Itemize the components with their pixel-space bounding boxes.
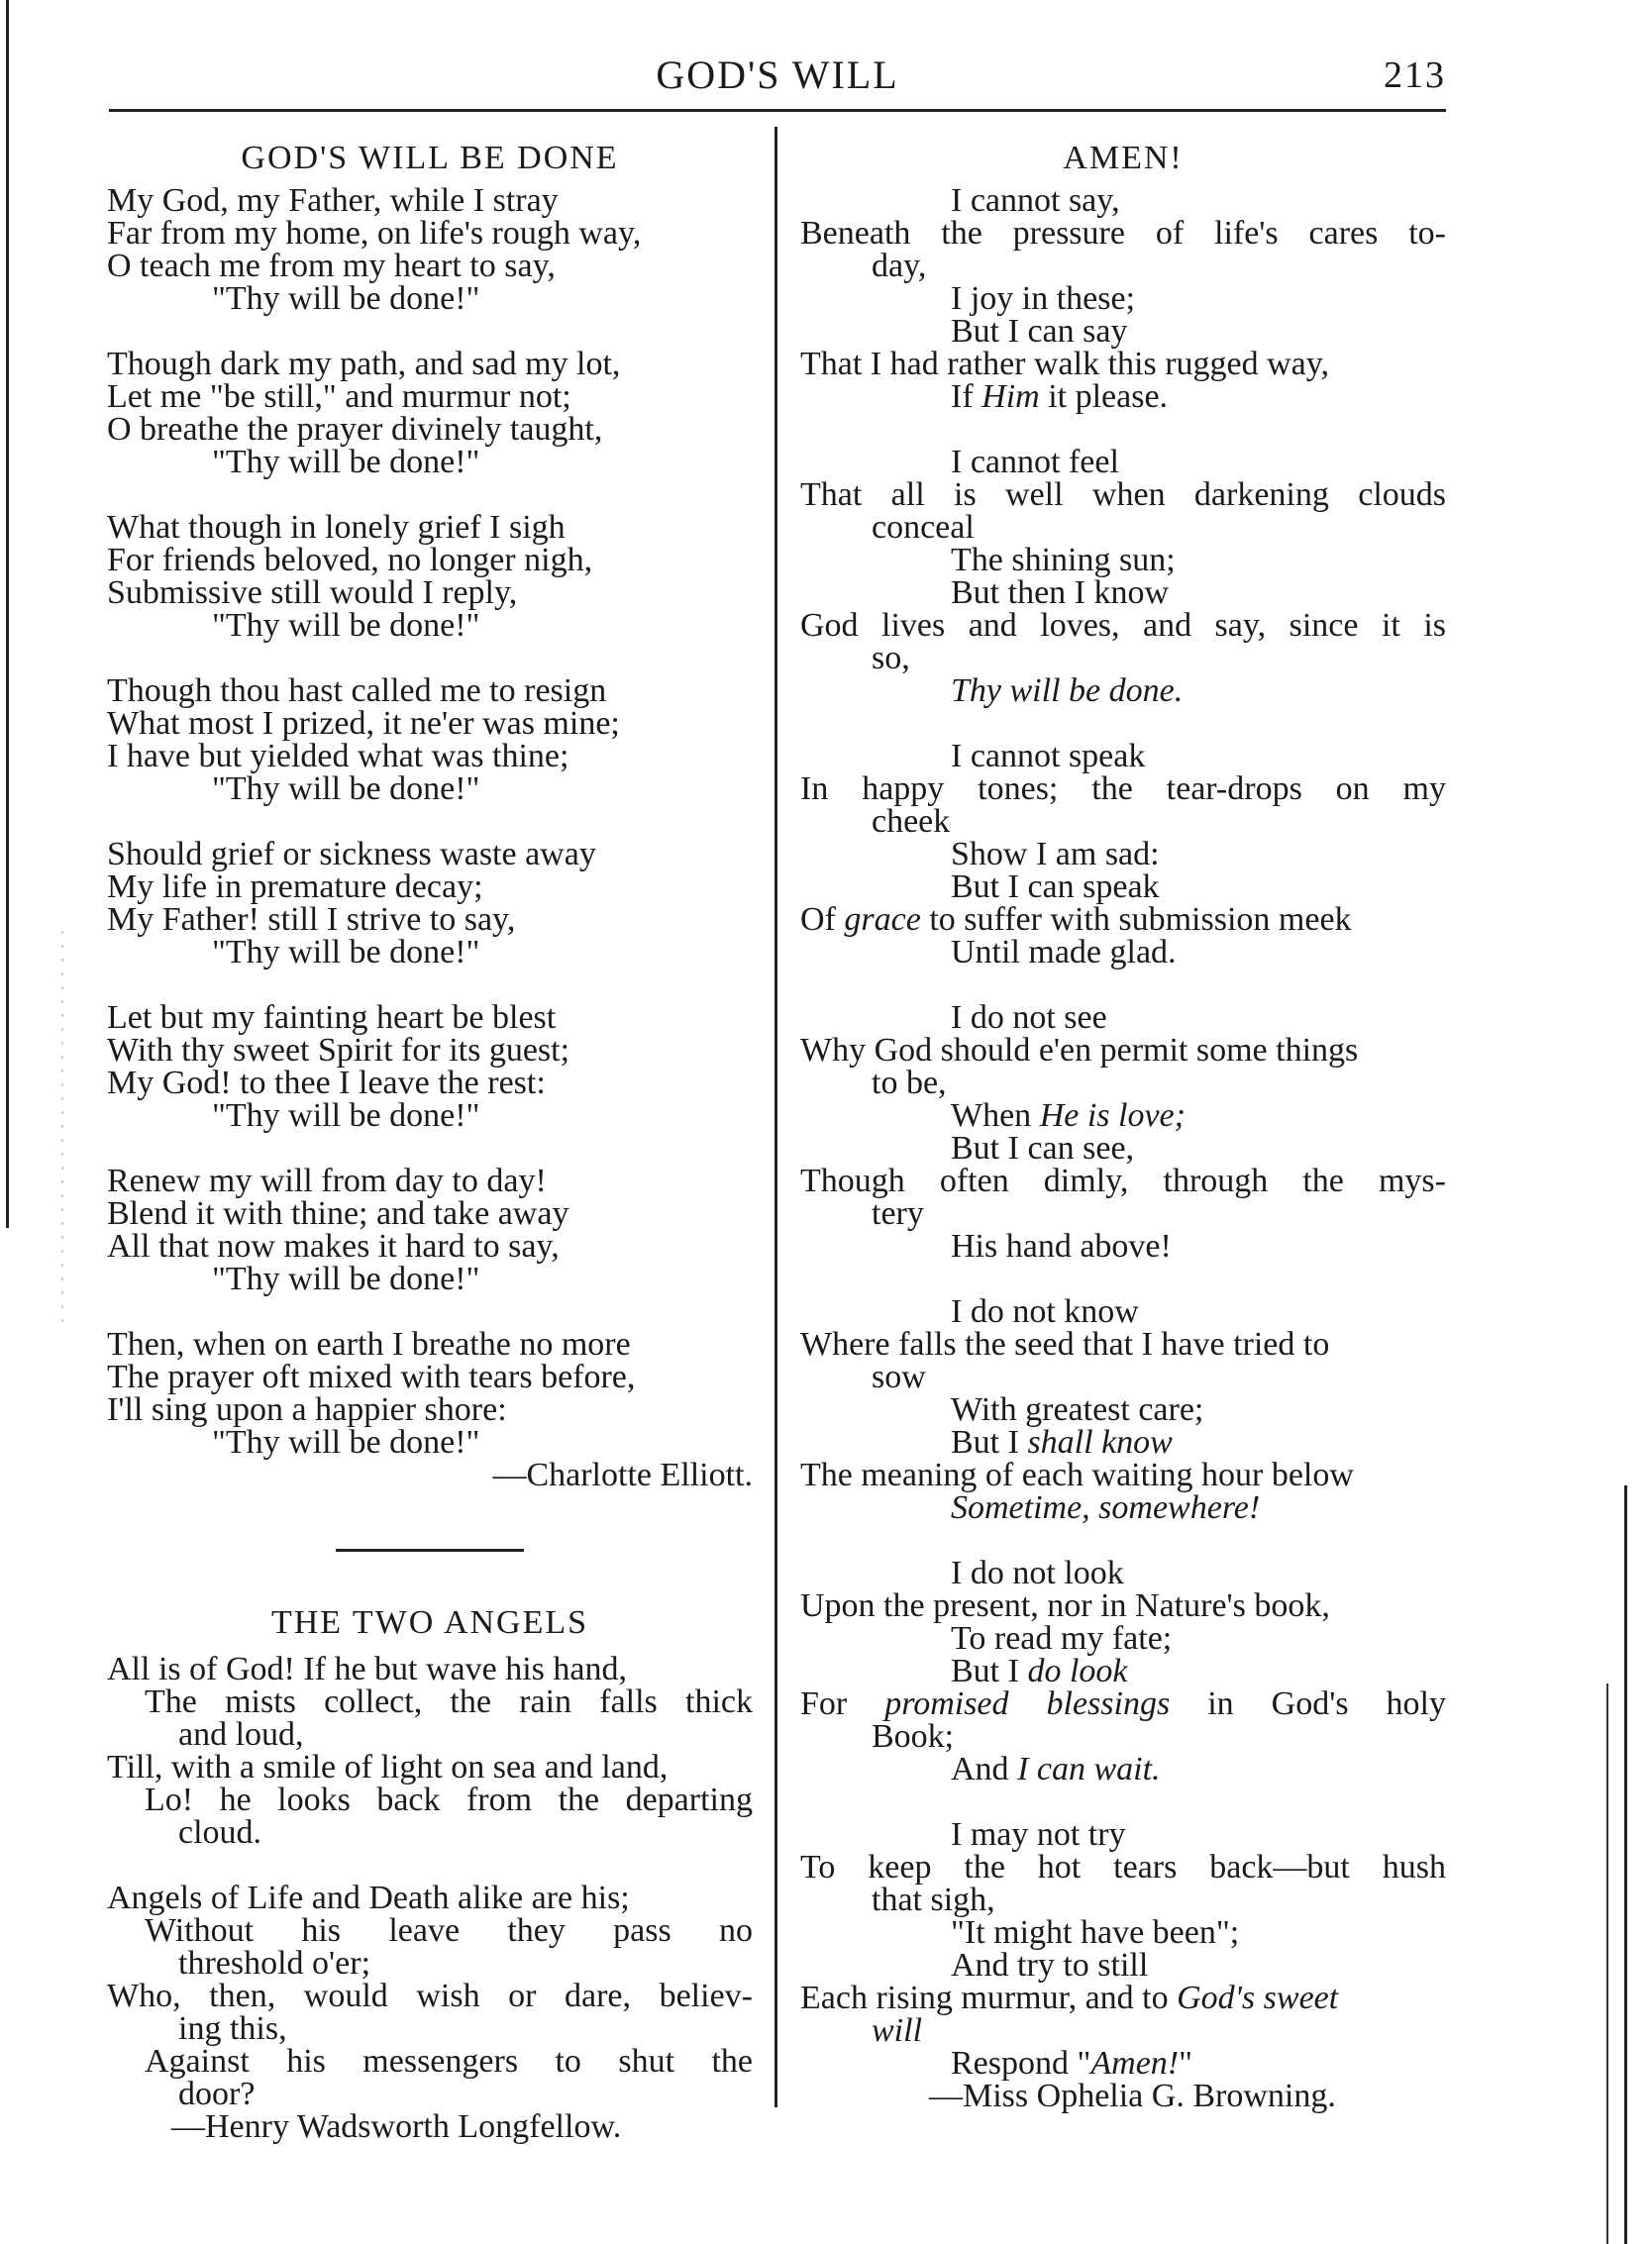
poem-author: —Henry Wadsworth Longfellow.	[171, 2108, 622, 2145]
verse-line	[800, 1982, 1446, 2014]
verse-text: it please.	[1039, 378, 1169, 415]
verse-line: Far from my home, on life's rough way,	[107, 215, 642, 252]
verse-line	[800, 1753, 1446, 1785]
verse-line: All that now makes it hard to say,	[107, 1228, 560, 1265]
verse-line: I'll sing upon a happier shore:	[107, 1391, 507, 1428]
verse-line: Upon the present, nor in Nature's book,	[800, 1587, 1330, 1624]
verse-line: so,	[872, 640, 910, 676]
poem-title: GOD'S WILL BE DONE	[241, 140, 619, 176]
verse-line: Though dark my path, and sad my lot,	[107, 346, 621, 382]
verse-line: Without his leave they pass no	[145, 1912, 753, 1949]
column-divider	[774, 127, 777, 2107]
italic-word: grace	[844, 901, 921, 938]
verse-line: That I had rather walk this rugged way,	[800, 346, 1330, 382]
verse-line	[800, 903, 1446, 936]
refrain-line: "Thy will be done!"	[212, 1097, 480, 1134]
verse-line: Beneath the pressure of life's cares to-	[800, 215, 1446, 252]
refrain-line: "Thy will be done!"	[212, 444, 480, 480]
verse-line: cheek	[872, 803, 951, 840]
verse-line: I do not look	[951, 1555, 1124, 1591]
scan-edge-left	[6, 0, 9, 1228]
verse-line: I do not know	[951, 1293, 1139, 1330]
italic-word: will	[872, 2012, 923, 2049]
verse-line: Though thou hast called me to resign	[107, 672, 607, 709]
page-number: 213	[1384, 54, 1446, 96]
verse-line: I do not see	[951, 999, 1107, 1036]
stanza	[800, 1001, 1446, 1263]
verse-line: But I can say	[951, 313, 1128, 350]
verse-line: What most I prized, it ne'er was mine;	[107, 705, 620, 742]
italic-word: promised blessings	[884, 1685, 1171, 1722]
stanza	[107, 184, 753, 315]
verse-text: "	[1179, 2045, 1193, 2082]
verse-line: Against his messengers to shut the	[145, 2043, 753, 2080]
verse-line: Where falls the seed that I have tried to	[800, 1326, 1330, 1363]
verse-line: My God! to thee I leave the rest:	[107, 1065, 546, 1101]
scan-edge-right	[1606, 1683, 1608, 2244]
verse-line	[800, 1655, 1446, 1687]
italic-word: Him	[981, 378, 1040, 415]
verse-line: door?	[178, 2076, 256, 2112]
verse-line: Show I am sad:	[951, 836, 1160, 872]
verse-line: All is of God! If he but wave his hand,	[107, 1651, 628, 1687]
verse-line: The meaning of each waiting hour below	[800, 1457, 1354, 1493]
verse-line: The mists collect, the rain falls thick	[145, 1683, 753, 1720]
verse-text: to suffer with submission meek	[920, 901, 1352, 938]
italic-line: Thy will be done.	[951, 672, 1184, 709]
verse-text: When	[951, 1097, 1040, 1134]
verse-text: And	[951, 1751, 1018, 1787]
stanza	[107, 1653, 753, 1849]
verse-line: My Father! still I strive to say,	[107, 901, 516, 938]
stanza	[107, 1882, 753, 2110]
stanza	[800, 1557, 1446, 1785]
verse-text: Respond "	[951, 2045, 1091, 2082]
stanza	[800, 1818, 1446, 2080]
scan-speckle	[61, 931, 63, 1327]
verse-line	[800, 1687, 1446, 1720]
stanza	[107, 838, 753, 969]
stanza	[107, 674, 753, 805]
poem-title: THE TWO ANGELS	[270, 1604, 589, 1641]
verse-line: But then I know	[951, 574, 1170, 611]
stanza	[800, 740, 1446, 969]
verse-text: But I	[951, 1653, 1028, 1689]
verse-line: I joy in these;	[951, 280, 1136, 317]
verse-line: Let but my fainting heart be blest	[107, 999, 557, 1036]
verse-line: What though in lonely grief I sigh	[107, 509, 566, 546]
verse-text: Each rising murmur, and to	[800, 1980, 1178, 2016]
refrain-line: "Thy will be done!"	[212, 1424, 480, 1461]
verse-line: Should grief or sickness waste away	[107, 836, 596, 872]
verse-line: O breathe the prayer divinely taught,	[107, 411, 603, 448]
poem-title: AMEN!	[1063, 140, 1184, 176]
verse-text: If	[951, 378, 982, 415]
verse-line: But I can see,	[951, 1130, 1135, 1167]
verse-line: ing this,	[178, 2010, 287, 2047]
italic-word: Amen!	[1090, 2045, 1180, 2082]
verse-line: Who, then, would wish or dare, believ-	[107, 1978, 753, 2014]
verse-text: But I	[951, 1424, 1028, 1461]
verse-line	[800, 1099, 1446, 1132]
poem-author: —Miss Ophelia G. Browning.	[929, 2078, 1336, 2114]
verse-line: I have but yielded what was thine;	[107, 738, 569, 774]
italic-line: Sometime, somewhere!	[951, 1489, 1261, 1526]
verse-line: Book;	[872, 1718, 955, 1755]
verse-line: conceal	[872, 509, 975, 546]
stanza	[107, 1001, 753, 1132]
stanza	[800, 446, 1446, 707]
verse-line: Why God should e'en permit some things	[800, 1032, 1359, 1069]
verse-line: sow	[872, 1359, 926, 1395]
verse-line: With thy sweet Spirit for its guest;	[107, 1032, 570, 1069]
verse-line: I cannot speak	[951, 738, 1146, 774]
running-head-title: GOD'S WILL	[656, 52, 899, 97]
verse-line	[800, 2014, 1446, 2047]
verse-line: to be,	[872, 1065, 947, 1101]
verse-line: The prayer oft mixed with tears before,	[107, 1359, 636, 1395]
verse-line: Submissive still would I reply,	[107, 574, 518, 611]
verse-line: I may not try	[951, 1816, 1126, 1853]
verse-text: Of	[800, 901, 845, 938]
verse-line: For friends beloved, no longer nigh,	[107, 542, 593, 578]
verse-line: The shining sun;	[951, 542, 1176, 578]
verse-line: "It might have been";	[951, 1914, 1240, 1951]
verse-line	[800, 1491, 1446, 1524]
italic-word: do look	[1027, 1653, 1128, 1689]
italic-word: I can wait.	[1017, 1751, 1161, 1787]
verse-line: Let me "be still," and murmur not;	[107, 378, 571, 415]
verse-line: With greatest care;	[951, 1391, 1204, 1428]
italic-word: shall know	[1027, 1424, 1173, 1461]
refrain-line: "Thy will be done!"	[212, 1261, 480, 1297]
right-column	[800, 127, 1446, 2112]
verse-line	[800, 674, 1446, 707]
verse-line: Till, with a smile of light on sea and land,	[107, 1749, 669, 1785]
verse-text: in God's holy	[1170, 1685, 1446, 1722]
verse-line: But I can speak	[951, 868, 1160, 905]
verse-line: Renew my will from day to day!	[107, 1163, 547, 1199]
italic-word: He is love;	[1039, 1097, 1186, 1134]
verse-line: God lives and loves, and say, since it is	[800, 607, 1446, 644]
refrain-line: "Thy will be done!"	[212, 934, 480, 970]
section-separator	[336, 1549, 524, 1552]
verse-line	[800, 1426, 1446, 1459]
verse-line: threshold o'er;	[178, 1945, 371, 1982]
verse-line: I cannot say,	[951, 182, 1120, 219]
stanza	[107, 1165, 753, 1295]
verse-line: Blend it with thine; and take away	[107, 1195, 569, 1232]
verse-line: And try to still	[951, 1947, 1149, 1984]
italic-word: God's sweet	[1177, 1980, 1339, 2016]
verse-line: Angels of Life and Death alike are his;	[107, 1880, 630, 1916]
verse-line: My life in premature decay;	[107, 868, 483, 905]
verse-line: that sigh,	[872, 1882, 995, 1918]
verse-line: Until made glad.	[951, 934, 1177, 970]
poem-author: —Charlotte Elliott.	[492, 1457, 753, 1493]
stanza	[800, 1295, 1446, 1524]
verse-line: Then, when on earth I breathe no more	[107, 1326, 631, 1363]
header-rule	[109, 109, 1446, 112]
verse-line: I cannot feel	[951, 444, 1119, 480]
stanza	[107, 348, 753, 478]
verse-line: My God, my Father, while I stray	[107, 182, 559, 219]
verse-line: cloud.	[178, 1814, 262, 1851]
left-column	[107, 127, 753, 2143]
verse-line: Though often dimly, through the mys-	[800, 1163, 1446, 1199]
verse-line	[800, 2047, 1446, 2080]
verse-line: To keep the hot tears back—but hush	[800, 1849, 1446, 1886]
verse-line: and loud,	[178, 1716, 304, 1753]
refrain-line: "Thy will be done!"	[212, 770, 480, 807]
verse-line: O teach me from my heart to say,	[107, 248, 556, 284]
verse-text: For	[800, 1685, 885, 1722]
verse-line: tery	[872, 1195, 924, 1232]
refrain-line: "Thy will be done!"	[212, 607, 480, 644]
verse-line: Lo! he looks back from the departing	[145, 1782, 753, 1818]
running-head	[109, 48, 1446, 97]
verse-line: In happy tones; the tear-drops on my	[800, 770, 1446, 807]
stanza	[107, 511, 753, 642]
verse-line: That all is well when darkening clouds	[800, 476, 1446, 513]
stanza	[800, 184, 1446, 413]
scan-edge-right-outer	[1624, 1485, 1627, 2244]
stanza	[107, 1328, 753, 1459]
verse-line	[800, 380, 1446, 413]
verse-line: day,	[872, 248, 927, 284]
refrain-line: "Thy will be done!"	[212, 280, 480, 317]
verse-line: His hand above!	[951, 1228, 1172, 1265]
verse-line: To read my fate;	[951, 1620, 1173, 1657]
